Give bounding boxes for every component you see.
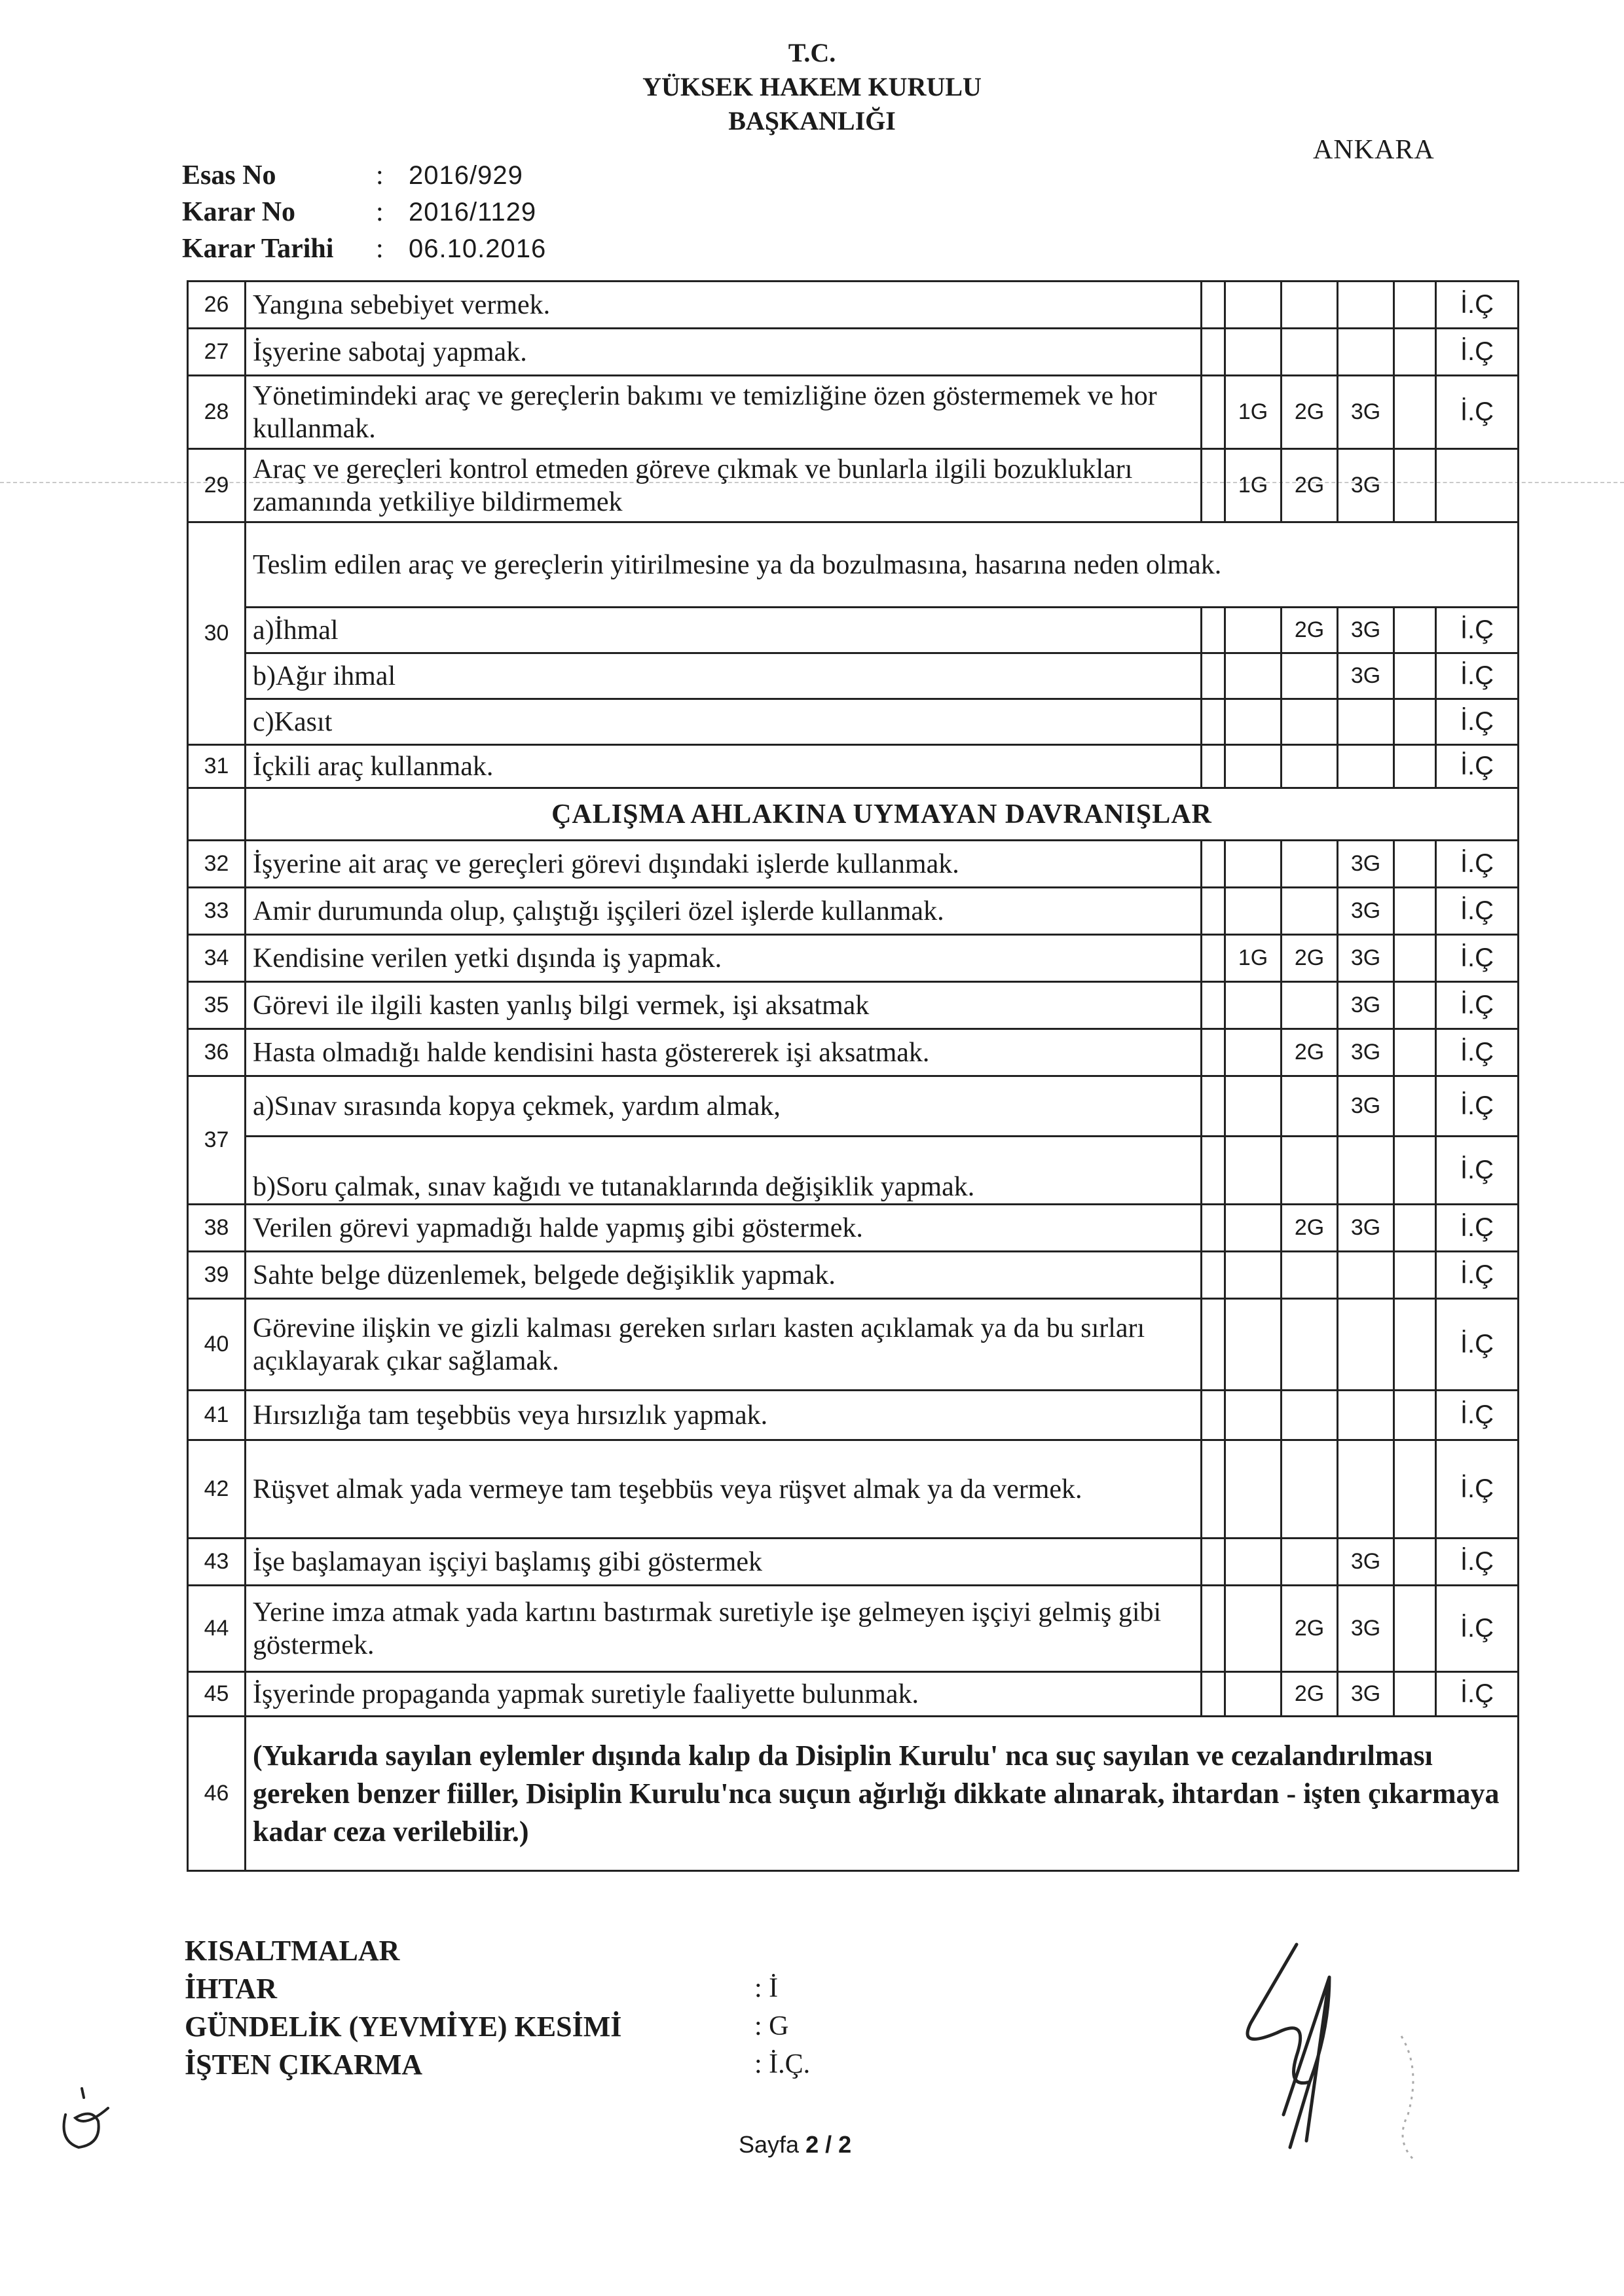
penalty-1g bbox=[1225, 1391, 1282, 1440]
row-description: İşe başlamayan işçiyi başlamış gibi göstermek bbox=[246, 1539, 1202, 1586]
penalty-2g bbox=[1282, 1440, 1338, 1539]
blank-cell bbox=[1394, 1252, 1436, 1299]
table-row bbox=[188, 935, 1519, 982]
penalty-1g bbox=[1225, 608, 1282, 653]
penalty-2g: 2G bbox=[1282, 1205, 1338, 1252]
row-description: Hasta olmadığı halde kendisini hasta göstererek işi aksatmak. bbox=[246, 1029, 1202, 1076]
row-number: 35 bbox=[188, 982, 246, 1029]
table-row bbox=[188, 1539, 1519, 1586]
row-number: 30 bbox=[188, 522, 246, 745]
penalty-2g bbox=[1282, 1252, 1338, 1299]
row-description: a)İhmal bbox=[246, 608, 1202, 653]
penalty-1g bbox=[1225, 1440, 1282, 1539]
row-description: Sahte belge düzenlemek, belgede değişiklik yapmak. bbox=[246, 1252, 1202, 1299]
penalty-1g bbox=[1225, 1029, 1282, 1076]
penalty-3g: 3G bbox=[1338, 449, 1394, 522]
penalty-1g bbox=[1225, 653, 1282, 699]
total-pages: 2 bbox=[838, 2131, 852, 2158]
penalty-ic: İ.Ç bbox=[1436, 1586, 1519, 1672]
penalty-3g bbox=[1338, 745, 1394, 788]
row-number: 39 bbox=[188, 1252, 246, 1299]
table-row bbox=[188, 522, 1519, 608]
penalty-3g: 3G bbox=[1338, 1029, 1394, 1076]
row-description: b)Ağır ihmal bbox=[246, 653, 1202, 699]
penalty-2g bbox=[1282, 282, 1338, 329]
table-row bbox=[188, 888, 1519, 935]
row-description: Yerine imza atmak yada kartını bastırmak suretiyle işe gelmeyen işçiyi gelmiş gibi göstermek. bbox=[246, 1586, 1202, 1672]
penalty-1g bbox=[1225, 745, 1282, 788]
penalty-2g bbox=[1282, 841, 1338, 888]
penalty-2g: 2G bbox=[1282, 1029, 1338, 1076]
penalty-2g: 2G bbox=[1282, 935, 1338, 982]
penalty-3g: 3G bbox=[1338, 888, 1394, 935]
blank-cell bbox=[1394, 329, 1436, 376]
row-number: 46 bbox=[188, 1717, 246, 1871]
row-description: Araç ve gereçleri kontrol etmeden göreve çıkmak ve bunlarla ilgili bozuklukları zamanında yetkiliye bildirmemek bbox=[246, 449, 1202, 522]
blank-cell bbox=[1202, 1391, 1225, 1440]
penalty-3g: 3G bbox=[1338, 1205, 1394, 1252]
penalty-1g bbox=[1225, 1137, 1282, 1205]
penalty-3g: 3G bbox=[1338, 1539, 1394, 1586]
penalty-ic: İ.Ç bbox=[1436, 1205, 1519, 1252]
blank-cell bbox=[1202, 935, 1225, 982]
blank-cell bbox=[1202, 1137, 1225, 1205]
penalty-2g bbox=[1282, 1137, 1338, 1205]
blank-cell bbox=[1202, 329, 1225, 376]
blank-cell bbox=[1202, 449, 1225, 522]
penalty-2g bbox=[1282, 699, 1338, 745]
row-description: Görevi ile ilgili kasten yanlış bilgi vermek, işi aksatmak bbox=[246, 982, 1202, 1029]
row-number: 32 bbox=[188, 841, 246, 888]
row-description: Görevine ilişkin ve gizli kalması gereken sırları kasten açıklamak ya da bu sırları açıklayarak çıkar sağlamak. bbox=[246, 1299, 1202, 1391]
blank-cell bbox=[1202, 282, 1225, 329]
blank-cell bbox=[1202, 1586, 1225, 1672]
meta-value: 2016/929 bbox=[409, 160, 523, 190]
row-description: Rüşvet almak yada vermeye tam teşebbüs veya rüşvet almak ya da vermek. bbox=[246, 1440, 1202, 1539]
page-number bbox=[739, 2131, 851, 2159]
abbreviation-label: İŞTEN ÇIKARMA bbox=[185, 2048, 423, 2081]
row-description: İşyerinde propaganda yapmak suretiyle faaliyette bulunmak. bbox=[246, 1672, 1202, 1717]
penalty-ic: İ.Ç bbox=[1436, 653, 1519, 699]
blank-cell bbox=[1202, 1205, 1225, 1252]
blank-cell bbox=[1202, 982, 1225, 1029]
blank-cell bbox=[1202, 1252, 1225, 1299]
blank-cell bbox=[1394, 699, 1436, 745]
blank-cell bbox=[1394, 1137, 1436, 1205]
blank-cell bbox=[1394, 282, 1436, 329]
penalty-table bbox=[187, 280, 1519, 1872]
penalty-2g bbox=[1282, 329, 1338, 376]
penalty-ic: İ.Ç bbox=[1436, 376, 1519, 449]
row-number: 33 bbox=[188, 888, 246, 935]
meta-value: 2016/1129 bbox=[409, 197, 537, 227]
row-description: İşyerine sabotaj yapmak. bbox=[246, 329, 1202, 376]
penalty-1g: 1G bbox=[1225, 376, 1282, 449]
row-description: Teslim edilen araç ve gereçlerin yitirilmesine ya da bozulmasına, hasarına neden olmak. bbox=[246, 522, 1519, 608]
penalty-1g bbox=[1225, 1299, 1282, 1391]
institution-header bbox=[589, 36, 1035, 138]
blank-cell bbox=[1202, 1299, 1225, 1391]
penalty-1g bbox=[1225, 1205, 1282, 1252]
header-line-3: BAŞKANLIĞI bbox=[728, 106, 896, 136]
penalty-ic: İ.Ç bbox=[1436, 888, 1519, 935]
penalty-2g: 2G bbox=[1282, 449, 1338, 522]
row-number: 29 bbox=[188, 449, 246, 522]
penalty-ic: İ.Ç bbox=[1436, 1299, 1519, 1391]
row-number: 41 bbox=[188, 1391, 246, 1440]
section-title: ÇALIŞMA AHLAKINA UYMAYAN DAVRANIŞLAR bbox=[246, 788, 1519, 841]
meta-row bbox=[182, 230, 546, 267]
table-row bbox=[188, 745, 1519, 788]
penalty-3g: 3G bbox=[1338, 608, 1394, 653]
penalty-1g bbox=[1225, 1252, 1282, 1299]
penalty-1g bbox=[1225, 1539, 1282, 1586]
penalty-3g: 3G bbox=[1338, 1586, 1394, 1672]
meta-sep: : bbox=[376, 160, 384, 191]
row-number: 34 bbox=[188, 935, 246, 982]
penalty-2g: 2G bbox=[1282, 1672, 1338, 1717]
penalty-ic: İ.Ç bbox=[1436, 1076, 1519, 1137]
penalty-3g: 3G bbox=[1338, 982, 1394, 1029]
table-row bbox=[188, 1299, 1519, 1391]
table-row bbox=[188, 329, 1519, 376]
penalty-ic: İ.Ç bbox=[1436, 1440, 1519, 1539]
row-description: Hırsızlığa tam teşebbüs veya hırsızlık yapmak. bbox=[246, 1391, 1202, 1440]
meta-row bbox=[182, 194, 546, 230]
penalty-3g bbox=[1338, 282, 1394, 329]
blank-cell bbox=[1394, 1391, 1436, 1440]
row-description: Verilen görevi yapmadığı halde yapmış gibi göstermek. bbox=[246, 1205, 1202, 1252]
meta-label: Karar Tarihi bbox=[182, 234, 334, 264]
penalty-2g bbox=[1282, 982, 1338, 1029]
row-number: 40 bbox=[188, 1299, 246, 1391]
penalty-ic: İ.Ç bbox=[1436, 1029, 1519, 1076]
table-row bbox=[188, 1029, 1519, 1076]
blank-cell bbox=[1202, 745, 1225, 788]
blank-cell bbox=[1202, 1672, 1225, 1717]
blank-cell bbox=[1394, 935, 1436, 982]
blank-cell bbox=[1202, 1076, 1225, 1137]
penalty-ic: İ.Ç bbox=[1436, 841, 1519, 888]
abbreviation-item bbox=[185, 2007, 810, 2045]
penalty-3g bbox=[1338, 699, 1394, 745]
penalty-3g bbox=[1338, 1440, 1394, 1539]
blank-cell bbox=[1394, 841, 1436, 888]
blank-cell bbox=[1394, 376, 1436, 449]
table-row bbox=[188, 1391, 1519, 1440]
table-row bbox=[188, 699, 1519, 745]
row-number: 28 bbox=[188, 376, 246, 449]
blank-cell bbox=[1202, 653, 1225, 699]
row-description: İşyerine ait araç ve gereçleri görevi dışındaki işlerde kullanmak. bbox=[246, 841, 1202, 888]
penalty-3g: 3G bbox=[1338, 935, 1394, 982]
penalty-ic: İ.Ç bbox=[1436, 1539, 1519, 1586]
blank-cell bbox=[1394, 982, 1436, 1029]
abbreviation-value: : İ.Ç. bbox=[754, 2049, 811, 2079]
table-row bbox=[188, 1137, 1519, 1205]
penalty-1g: 1G bbox=[1225, 935, 1282, 982]
meta-value: 06.10.2016 bbox=[409, 234, 547, 263]
penalty-ic: İ.Ç bbox=[1436, 699, 1519, 745]
penalty-3g bbox=[1338, 1137, 1394, 1205]
blank-cell bbox=[1394, 1440, 1436, 1539]
row-number: 37 bbox=[188, 1076, 246, 1205]
penalty-ic: İ.Ç bbox=[1436, 1252, 1519, 1299]
table-row bbox=[188, 282, 1519, 329]
penalty-3g bbox=[1338, 1252, 1394, 1299]
penalty-3g bbox=[1338, 1299, 1394, 1391]
row-description: a)Sınav sırasında kopya çekmek, yardım almak, bbox=[246, 1076, 1202, 1137]
blank-cell bbox=[1394, 653, 1436, 699]
penalty-ic: İ.Ç bbox=[1436, 1137, 1519, 1205]
blank-cell bbox=[1202, 699, 1225, 745]
table-row bbox=[188, 1440, 1519, 1539]
table-row bbox=[188, 788, 1519, 841]
penalty-3g: 3G bbox=[1338, 1076, 1394, 1137]
blank-cell bbox=[1202, 376, 1225, 449]
row-description: c)Kasıt bbox=[246, 699, 1202, 745]
blank-cell bbox=[1394, 888, 1436, 935]
penalty-ic: İ.Ç bbox=[1436, 1672, 1519, 1717]
penalty-ic: İ.Ç bbox=[1436, 282, 1519, 329]
blank-cell bbox=[1202, 1539, 1225, 1586]
blank-cell bbox=[1202, 1440, 1225, 1539]
blank-cell bbox=[188, 788, 246, 841]
blank-cell bbox=[1394, 449, 1436, 522]
table-row bbox=[188, 1076, 1519, 1137]
abbreviation-item bbox=[185, 1969, 810, 2007]
penalty-2g bbox=[1282, 1391, 1338, 1440]
abbreviation-label: İHTAR bbox=[185, 1972, 277, 2005]
table-row bbox=[188, 1205, 1519, 1252]
table-row bbox=[188, 1252, 1519, 1299]
penalty-2g bbox=[1282, 1539, 1338, 1586]
abbreviation-value: : İ bbox=[754, 1973, 779, 2003]
blank-cell bbox=[1202, 888, 1225, 935]
penalty-ic: İ.Ç bbox=[1436, 1391, 1519, 1440]
penalty-1g bbox=[1225, 888, 1282, 935]
penalty-1g bbox=[1225, 329, 1282, 376]
table-row bbox=[188, 841, 1519, 888]
case-meta bbox=[182, 157, 546, 267]
row-number: 44 bbox=[188, 1586, 246, 1672]
penalty-1g bbox=[1225, 282, 1282, 329]
row-description: Kendisine verilen yetki dışında iş yapmak. bbox=[246, 935, 1202, 982]
current-page: 2 bbox=[805, 2131, 819, 2158]
header-line-1: T.C. bbox=[788, 38, 836, 67]
penalty-3g: 3G bbox=[1338, 376, 1394, 449]
penalty-1g bbox=[1225, 1672, 1282, 1717]
penalty-ic: İ.Ç bbox=[1436, 982, 1519, 1029]
penalty-1g bbox=[1225, 1076, 1282, 1137]
table-row bbox=[188, 982, 1519, 1029]
penalty-2g bbox=[1282, 1076, 1338, 1137]
blank-cell bbox=[1202, 608, 1225, 653]
row-number: 45 bbox=[188, 1672, 246, 1717]
table-row bbox=[188, 1586, 1519, 1672]
row-description: Amir durumunda olup, çalıştığı işçileri özel işlerde kullanmak. bbox=[246, 888, 1202, 935]
meta-label: Karar No bbox=[182, 197, 296, 227]
row-number: 27 bbox=[188, 329, 246, 376]
row-description: Yangına sebebiyet vermek. bbox=[246, 282, 1202, 329]
penalty-2g bbox=[1282, 745, 1338, 788]
penalty-1g bbox=[1225, 699, 1282, 745]
penalty-ic: İ.Ç bbox=[1436, 745, 1519, 788]
penalty-ic: İ.Ç bbox=[1436, 935, 1519, 982]
blank-cell bbox=[1394, 1586, 1436, 1672]
penalty-2g: 2G bbox=[1282, 608, 1338, 653]
penalty-1g bbox=[1225, 1586, 1282, 1672]
penalty-ic bbox=[1436, 449, 1519, 522]
penalty-2g bbox=[1282, 1299, 1338, 1391]
row-description: (Yukarıda sayılan eylemler dışında kalıp da Disiplin Kurulu' nca suç sayılan ve cezalandırılması gereken benzer fiiller, Disiplin Kurulu'nca suçun ağırlığı dikkate alınarak, ihtardan - işten çıkarmaya kadar ceza verilebilir.) bbox=[246, 1717, 1519, 1871]
penalty-ic: İ.Ç bbox=[1436, 608, 1519, 653]
table-row bbox=[188, 449, 1519, 522]
penalty-ic: İ.Ç bbox=[1436, 329, 1519, 376]
penalty-1g bbox=[1225, 982, 1282, 1029]
penalty-2g: 2G bbox=[1282, 1586, 1338, 1672]
row-description: Yönetimindeki araç ve gereçlerin bakımı ve temizliğine özen göstermemek ve hor kullanmak. bbox=[246, 376, 1202, 449]
header-line-2: YÜKSEK HAKEM KURULU bbox=[642, 72, 982, 101]
blank-cell bbox=[1202, 841, 1225, 888]
signature-image bbox=[1198, 1918, 1473, 2167]
meta-sep: : bbox=[376, 234, 384, 264]
abbreviation-value: : G bbox=[754, 2011, 789, 2041]
blank-cell bbox=[1394, 1672, 1436, 1717]
initial-mark-image bbox=[46, 2082, 131, 2160]
row-number: 36 bbox=[188, 1029, 246, 1076]
city: ANKARA bbox=[1313, 135, 1435, 165]
penalty-3g bbox=[1338, 329, 1394, 376]
row-number: 43 bbox=[188, 1539, 246, 1586]
blank-cell bbox=[1394, 1205, 1436, 1252]
abbreviation-item bbox=[185, 2045, 810, 2083]
penalty-3g: 3G bbox=[1338, 1672, 1394, 1717]
penalty-2g: 2G bbox=[1282, 376, 1338, 449]
meta-sep: : bbox=[376, 197, 384, 227]
penalty-3g bbox=[1338, 1391, 1394, 1440]
table-row bbox=[188, 653, 1519, 699]
table-row bbox=[188, 1717, 1519, 1871]
abbreviation-label: GÜNDELİK (YEVMİYE) KESİMİ bbox=[185, 2010, 622, 2043]
row-number: 26 bbox=[188, 282, 246, 329]
table-row bbox=[188, 608, 1519, 653]
abbreviations-title: KISALTMALAR bbox=[185, 1934, 400, 1967]
meta-row bbox=[182, 157, 546, 194]
table-row bbox=[188, 1672, 1519, 1717]
penalty-3g: 3G bbox=[1338, 841, 1394, 888]
meta-label: Esas No bbox=[182, 160, 276, 191]
blank-cell bbox=[1394, 1299, 1436, 1391]
penalty-2g bbox=[1282, 888, 1338, 935]
blank-cell bbox=[1394, 1076, 1436, 1137]
row-description: b)Soru çalmak, sınav kağıdı ve tutanaklarında değişiklik yapmak. bbox=[246, 1137, 1202, 1205]
penalty-1g bbox=[1225, 841, 1282, 888]
row-number: 38 bbox=[188, 1205, 246, 1252]
row-description: İçkili araç kullanmak. bbox=[246, 745, 1202, 788]
penalty-2g bbox=[1282, 653, 1338, 699]
row-number: 31 bbox=[188, 745, 246, 788]
blank-cell bbox=[1394, 745, 1436, 788]
blank-cell bbox=[1394, 1539, 1436, 1586]
table-row bbox=[188, 376, 1519, 449]
page-prefix: Sayfa bbox=[739, 2131, 800, 2158]
blank-cell bbox=[1202, 1029, 1225, 1076]
row-number: 42 bbox=[188, 1440, 246, 1539]
penalty-3g: 3G bbox=[1338, 653, 1394, 699]
abbreviations bbox=[185, 1931, 810, 2083]
blank-cell bbox=[1394, 608, 1436, 653]
blank-cell bbox=[1394, 1029, 1436, 1076]
penalty-1g: 1G bbox=[1225, 449, 1282, 522]
page-separator: / bbox=[825, 2131, 832, 2158]
